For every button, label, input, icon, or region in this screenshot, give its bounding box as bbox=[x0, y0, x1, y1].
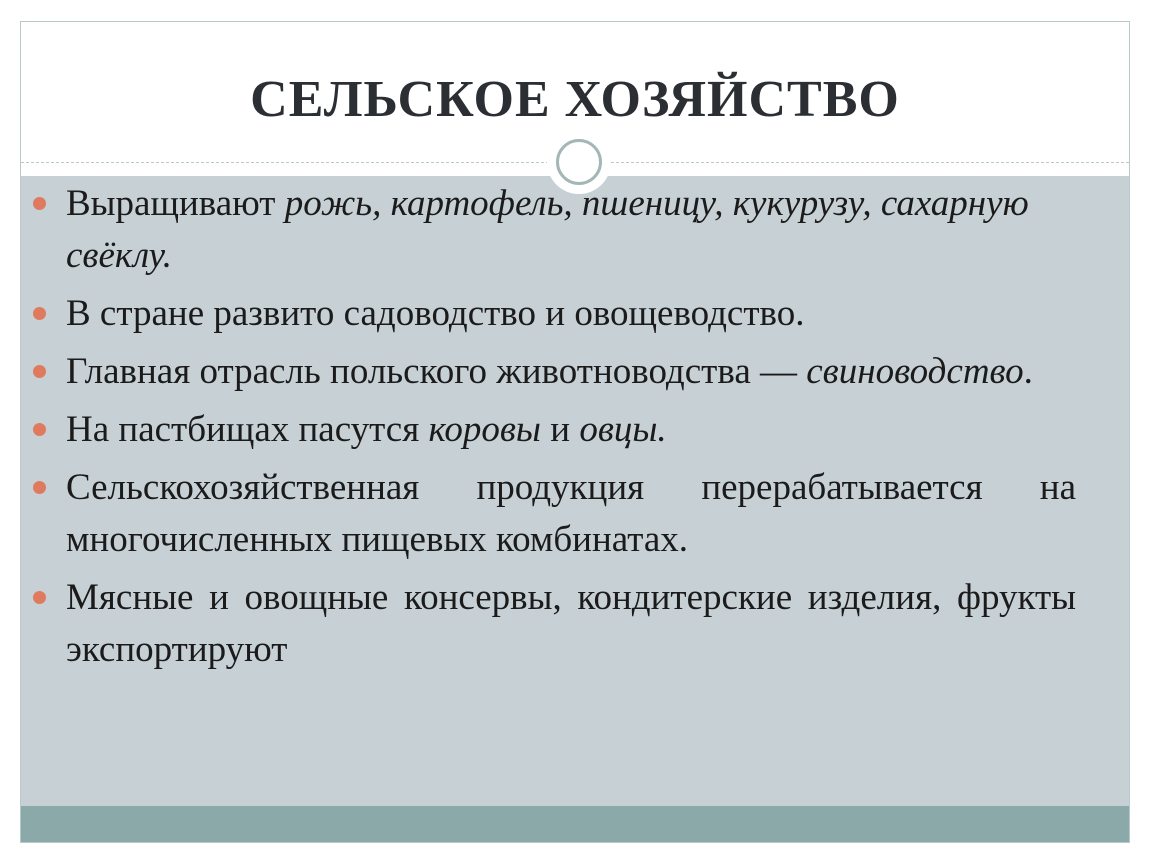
bullet-text: Главная отрасль польского животноводства — bbox=[66, 351, 807, 392]
bullet-text: Выращивают bbox=[66, 183, 285, 224]
bullet-text-italic: рожь, картофель, пшеницу, кукурузу, сахарную свёклу. bbox=[66, 183, 1029, 276]
bullet-dot-icon bbox=[33, 365, 46, 378]
bullet-item-gardening bbox=[30, 288, 1076, 340]
bullet-dot-icon bbox=[33, 307, 46, 320]
bullet-text-italic: овцы. bbox=[579, 409, 667, 450]
bullet-dot-icon bbox=[33, 481, 46, 494]
slide-title: СЕЛЬСКОЕ ХОЗЯЙСТВО bbox=[250, 70, 900, 128]
bullet-text: В стране развито садоводство и овощеводство. bbox=[66, 293, 805, 334]
bullet-text-italic: коровы bbox=[428, 409, 541, 450]
bullet-text: Мясные и овощные консервы, кондитерские изделия, фрукты экспортируют bbox=[66, 577, 1076, 670]
bullet-text: Сельскохозяйственная продукция перерабатывается на многочисленных пищевых комбинатах. bbox=[66, 467, 1076, 560]
bullet-item-livestock bbox=[30, 346, 1076, 398]
bullet-dot-icon bbox=[33, 197, 46, 210]
bullet-item-pastures bbox=[30, 404, 1076, 456]
bullet-text: На пастбищах пасутся bbox=[66, 409, 429, 450]
bullet-item-processing bbox=[30, 462, 1076, 566]
footer-band bbox=[21, 806, 1129, 842]
bullet-list bbox=[30, 178, 1076, 682]
bullet-text: . bbox=[1023, 351, 1033, 392]
bullet-dot-icon bbox=[33, 591, 46, 604]
bullet-item-export bbox=[30, 572, 1076, 676]
bullet-dot-icon bbox=[33, 423, 46, 436]
bullet-text-italic: свиноводство bbox=[806, 351, 1024, 392]
bullet-item-crops bbox=[30, 178, 1076, 282]
bullet-text: и bbox=[541, 409, 580, 450]
